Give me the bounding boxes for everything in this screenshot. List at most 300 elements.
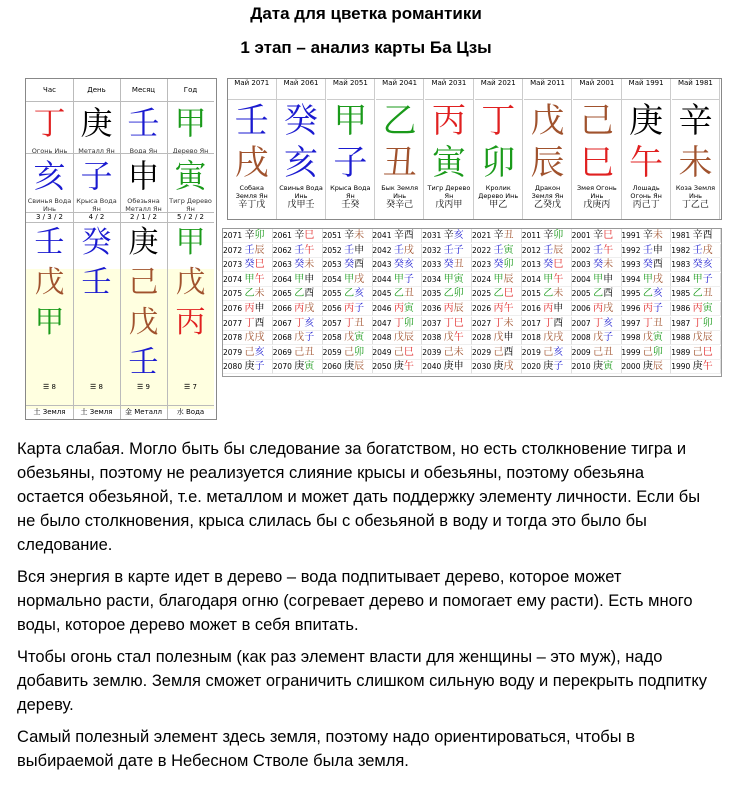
- luck-label: Коза Земля Инь: [675, 184, 716, 200]
- year-number: 2044: [372, 274, 394, 284]
- year-glyph: 庚: [692, 361, 703, 373]
- luck-branch: 卯: [481, 143, 516, 183]
- year-glyph: 辛: [493, 230, 504, 241]
- year-number: 2000: [621, 362, 643, 372]
- year-glyph: 亥: [354, 288, 365, 300]
- year-glyph: 酉: [403, 230, 414, 241]
- year-glyph: 戌: [553, 332, 564, 344]
- year-cell: [671, 317, 721, 331]
- pillar-element: 土 Земля: [26, 405, 73, 418]
- pillar-branch: 亥: [26, 153, 73, 198]
- luck-column: [327, 79, 376, 219]
- year-glyph: 壬: [294, 244, 305, 256]
- year-cell: [472, 360, 522, 374]
- year-number: 2030: [472, 362, 494, 372]
- year-glyph: 卯: [453, 288, 464, 300]
- year-cell: [223, 244, 273, 258]
- year-glyph: 丙: [692, 303, 703, 314]
- year-cell: [372, 331, 422, 345]
- year-cell: [572, 229, 622, 243]
- year-cell: [372, 229, 422, 243]
- luck-hidden: 甲乙: [489, 200, 508, 210]
- year-cell: [372, 244, 422, 258]
- year-glyph: 辛: [393, 230, 404, 241]
- luck-stem: 丁: [481, 101, 516, 141]
- year-glyph: 申: [254, 303, 265, 314]
- luck-head: Май 1981: [672, 79, 720, 100]
- year-glyph: 亥: [553, 346, 564, 358]
- year-glyph: 寅: [503, 244, 514, 256]
- year-glyph: 己: [593, 346, 604, 358]
- year-cell: [572, 287, 622, 301]
- year-glyph: 酉: [553, 317, 564, 329]
- luck-branch: 子: [333, 143, 368, 183]
- year-glyph: 己: [493, 346, 504, 358]
- year-cell: [472, 258, 522, 272]
- year-glyph: 子: [453, 244, 464, 256]
- year-number: 2071: [223, 231, 245, 240]
- luck-stem: 戊: [530, 101, 565, 141]
- year-cell: [223, 317, 273, 331]
- year-number: 2064: [272, 274, 295, 284]
- year-number: 2021: [472, 231, 494, 240]
- year-glyph: 戊: [692, 332, 703, 344]
- year-glyph: 辛: [543, 230, 554, 241]
- luck-head: Май 2051: [327, 79, 375, 100]
- year-number: 2043: [372, 260, 394, 270]
- pillar-branch-label: Крыса Вода Ян: [76, 197, 117, 213]
- year-number: 2029: [472, 347, 494, 357]
- year-glyph: 巳: [304, 230, 315, 241]
- year-number: 1985: [671, 289, 693, 299]
- luck-label: Собака Земля Ян: [235, 184, 268, 200]
- year-glyph: 午: [254, 273, 265, 285]
- luck-hidden: 辛丁戊: [238, 200, 266, 210]
- luck-branch: 巳: [579, 143, 614, 183]
- year-number: 2076: [223, 304, 245, 313]
- year-glyph: 子: [603, 332, 614, 344]
- year-glyph: 戊: [393, 332, 404, 344]
- year-cell: [671, 360, 721, 374]
- year-cell: [572, 317, 622, 331]
- luck-head: Май 2071: [228, 79, 276, 100]
- year-glyph: 亥: [403, 259, 414, 271]
- year-glyph: 辰: [254, 244, 265, 256]
- luck-hidden: 丙己丁: [632, 200, 660, 210]
- year-number: 2018: [521, 333, 544, 343]
- year-glyph: 卯: [354, 346, 365, 358]
- paragraph-4: Самый полезный элемент здесь земля, поэтому надо ориентироваться, чтобы в выбираемой дате в Небесном Стволе была земля.: [17, 728, 635, 770]
- luck-column: [228, 79, 277, 219]
- year-glyph: 癸: [294, 259, 305, 271]
- year-cell: [223, 302, 273, 316]
- year-number: 2080: [223, 362, 245, 372]
- year-glyph: 寅: [354, 332, 365, 344]
- hidden-stem: 己: [128, 265, 159, 300]
- year-glyph: 丑: [304, 346, 315, 358]
- year-glyph: 庚: [443, 361, 454, 373]
- year-number: 2028: [472, 333, 494, 343]
- year-glyph: 庚: [294, 361, 305, 373]
- year-glyph: 丁: [493, 317, 504, 329]
- year-number: 1981: [671, 231, 693, 240]
- year-glyph: 乙: [593, 288, 604, 300]
- year-cell: [323, 244, 373, 258]
- year-glyph: 卯: [553, 230, 564, 241]
- year-cell: [472, 346, 522, 360]
- natal-chart: [25, 78, 217, 420]
- pillar-column: [167, 79, 214, 419]
- year-number: 1983: [671, 260, 693, 270]
- year-glyph: 戊: [493, 332, 504, 344]
- year-cell: [323, 258, 373, 272]
- year-glyph: 辛: [642, 230, 653, 241]
- year-cell: [323, 273, 373, 287]
- year-number: 2046: [372, 304, 394, 313]
- year-cell: [273, 360, 323, 374]
- year-cell: [522, 317, 572, 331]
- luck-hidden: 戊庚丙: [583, 200, 611, 210]
- luck-column: [672, 79, 721, 219]
- year-number: 2023: [472, 260, 494, 270]
- year-cell: [572, 244, 622, 258]
- hidden-stem: 甲: [175, 225, 206, 260]
- year-glyph: 亥: [603, 317, 614, 329]
- year-glyph: 戊: [244, 332, 255, 344]
- year-glyph: 巳: [453, 317, 464, 329]
- hidden-stem: 庚: [128, 225, 159, 260]
- year-cell: [323, 287, 373, 301]
- year-glyph: 子: [304, 332, 315, 344]
- year-number: 2009: [571, 347, 594, 357]
- year-glyph: 未: [453, 346, 464, 358]
- year-cell: [422, 302, 472, 316]
- year-glyph: 壬: [344, 244, 355, 256]
- annual-pillars-table: [222, 228, 722, 377]
- pillar-branch-label: Свинья Вода Инь: [27, 197, 72, 213]
- year-glyph: 己: [642, 346, 653, 358]
- year-glyph: 丙: [393, 303, 404, 314]
- year-cell: [273, 317, 323, 331]
- hidden-stem: 甲: [34, 305, 65, 340]
- year-glyph: 午: [603, 244, 614, 256]
- year-cell: [223, 273, 273, 287]
- year-cell: [522, 273, 572, 287]
- hidden-stem: 癸: [81, 225, 112, 260]
- year-number: 1989: [671, 347, 693, 357]
- year-cell: [422, 229, 472, 243]
- year-number: 2015: [521, 289, 544, 299]
- year-cell: [671, 273, 721, 287]
- luck-stem: 丙: [431, 101, 466, 141]
- year-glyph: 癸: [642, 259, 653, 271]
- year-cell: [273, 302, 323, 316]
- year-glyph: 庚: [642, 361, 653, 373]
- hidden-stem: 壬: [81, 265, 112, 300]
- pillar-mark: 2 / 1 / 2: [120, 212, 167, 223]
- year-cell: [273, 287, 323, 301]
- year-cell: [522, 244, 572, 258]
- pillar-branch: 申: [120, 153, 167, 198]
- year-glyph: 乙: [294, 288, 305, 300]
- year-glyph: 辛: [692, 230, 703, 241]
- year-number: 2056: [322, 304, 345, 313]
- luck-hidden: 戊丙甲: [435, 200, 463, 210]
- year-glyph: 甲: [294, 273, 305, 285]
- year-glyph: 乙: [344, 288, 355, 300]
- year-number: 2066: [272, 304, 295, 313]
- year-glyph: 辛: [344, 230, 355, 241]
- luck-stem: 壬: [234, 101, 269, 141]
- year-cell: [273, 244, 323, 258]
- year-glyph: 酉: [652, 259, 663, 271]
- year-glyph: 乙: [443, 288, 454, 300]
- year-cell: [323, 302, 373, 316]
- hidden-stem: 戊: [34, 265, 65, 300]
- year-glyph: 己: [393, 346, 404, 358]
- year-cell: [273, 346, 323, 360]
- year-glyph: 甲: [493, 273, 504, 285]
- pillar-branch-label: Тигр Дерево Ян: [169, 197, 212, 213]
- year-number: 2001: [571, 231, 594, 240]
- year-number: 2057: [322, 318, 345, 328]
- luck-hidden: 癸辛己: [386, 200, 414, 210]
- year-cell: [572, 302, 622, 316]
- luck-branch: 午: [629, 143, 664, 183]
- luck-stem: 己: [579, 101, 614, 141]
- year-glyph: 寅: [652, 332, 663, 344]
- year-glyph: 子: [553, 361, 564, 373]
- year-cell: [522, 360, 572, 374]
- year-number: 2024: [472, 274, 494, 284]
- year-number: 2052: [322, 245, 345, 255]
- year-glyph: 申: [304, 273, 315, 285]
- year-cell: [422, 331, 472, 345]
- hidden-stem: 戊: [175, 265, 206, 300]
- year-glyph: 戌: [354, 273, 365, 285]
- pillar-mark: 5 / 2 / 2: [167, 212, 214, 223]
- year-number: 2051: [322, 231, 345, 240]
- hidden-stem: 壬: [34, 225, 65, 260]
- year-glyph: 丁: [344, 317, 355, 329]
- year-number: 2025: [472, 289, 494, 299]
- year-number: 2054: [322, 274, 345, 284]
- year-glyph: 壬: [244, 244, 255, 256]
- year-number: 2034: [422, 274, 444, 284]
- year-glyph: 戌: [603, 303, 614, 314]
- year-number: 2078: [223, 333, 245, 343]
- year-number: 2008: [571, 333, 594, 343]
- year-cell: [323, 346, 373, 360]
- year-cell: [522, 229, 572, 243]
- year-cell: [621, 360, 671, 374]
- year-cell: [472, 317, 522, 331]
- year-glyph: 癸: [344, 259, 355, 271]
- year-glyph: 甲: [393, 273, 404, 285]
- luck-column: [475, 79, 524, 219]
- luck-stem: 乙: [382, 101, 417, 141]
- year-cell: [572, 258, 622, 272]
- year-number: 1999: [621, 347, 643, 357]
- year-glyph: 乙: [642, 288, 653, 300]
- luck-label: Кролик Дерево Инь: [478, 184, 519, 200]
- year-glyph: 壬: [642, 244, 653, 256]
- paragraph-2: Вся энергия в карте идет в дерево – вода подпитывает дерево, которое может нормально расти, благодаря огню (согревает дерево и помогает ему расти). Есть много воды, которое дерево может в себя впитать.: [17, 568, 693, 634]
- year-glyph: 戊: [344, 332, 355, 344]
- year-glyph: 甲: [543, 273, 554, 285]
- pillar-branch-label: Обезьяна Металл Ян: [125, 197, 162, 213]
- year-number: 1994: [621, 274, 643, 284]
- year-glyph: 癸: [493, 259, 504, 271]
- year-glyph: 丁: [393, 317, 404, 329]
- year-glyph: 酉: [304, 288, 315, 300]
- year-glyph: 辰: [702, 332, 713, 344]
- year-number: 2007: [571, 318, 594, 328]
- year-number: 2047: [372, 318, 394, 328]
- year-glyph: 子: [254, 361, 265, 373]
- year-number: 2061: [272, 231, 295, 240]
- year-glyph: 申: [652, 244, 663, 256]
- year-glyph: 庚: [393, 361, 404, 373]
- year-glyph: 癸: [593, 259, 604, 271]
- pillar-stem-label: Огонь Инь: [31, 147, 68, 155]
- year-number: 2065: [272, 289, 295, 299]
- year-glyph: 癸: [393, 259, 404, 271]
- year-cell: [621, 317, 671, 331]
- year-glyph: 辰: [403, 332, 414, 344]
- year-glyph: 甲: [642, 273, 653, 285]
- luck-hidden: 乙癸戊: [534, 200, 562, 210]
- year-glyph: 寅: [403, 303, 414, 314]
- year-number: 2002: [571, 245, 594, 255]
- year-cell: [223, 360, 273, 374]
- year-number: 2041: [372, 231, 394, 240]
- pillar-head: Год: [167, 79, 214, 102]
- year-cell: [671, 331, 721, 345]
- year-glyph: 亥: [702, 259, 713, 271]
- year-glyph: 庚: [493, 361, 504, 373]
- year-glyph: 丙: [244, 303, 255, 314]
- year-glyph: 丁: [543, 317, 554, 329]
- year-cell: [472, 244, 522, 258]
- year-cell: [621, 302, 671, 316]
- year-number: 2063: [272, 260, 295, 270]
- year-number: 2049: [372, 347, 394, 357]
- year-glyph: 辰: [652, 361, 663, 373]
- year-glyph: 未: [254, 288, 265, 300]
- year-number: 2033: [422, 260, 444, 270]
- year-glyph: 壬: [543, 244, 554, 256]
- year-glyph: 酉: [503, 346, 514, 358]
- year-number: 1984: [671, 274, 693, 284]
- year-cell: [422, 244, 472, 258]
- page-title: Дата для цветка романтики: [250, 4, 482, 23]
- luck-stem: 庚: [629, 101, 664, 141]
- year-glyph: 壬: [692, 244, 703, 256]
- year-number: 2006: [571, 304, 594, 313]
- year-glyph: 己: [543, 346, 554, 358]
- year-number: 1998: [621, 333, 643, 343]
- year-glyph: 癸: [692, 259, 703, 271]
- pillar-stem-label: Металл Ян: [78, 147, 115, 155]
- year-number: 2067: [272, 318, 295, 328]
- year-glyph: 申: [603, 273, 614, 285]
- year-glyph: 丙: [593, 303, 604, 314]
- year-number: 2048: [372, 333, 394, 343]
- year-glyph: 壬: [443, 244, 454, 256]
- year-glyph: 戌: [702, 244, 713, 256]
- year-glyph: 癸: [543, 259, 554, 271]
- year-glyph: 戊: [443, 332, 454, 344]
- year-glyph: 卯: [254, 230, 265, 241]
- paragraph-1: Карта слабая. Могло быть бы следование за богатством, но есть столкновение тигра и обезьяны, поэтому не реализуется слияние крысы и обезьяны, поэтому обезьяна остается обезьяной, т.е. металлом и может дать поддержку элементу личности. Если бы не было столкновения, крыса слилась бы с обезьяной в воду и тогда это было бы следование.: [17, 440, 701, 554]
- luck-stem: 甲: [333, 101, 368, 141]
- year-glyph: 巳: [403, 346, 414, 358]
- pillar-head: Месяц: [120, 79, 167, 102]
- year-glyph: 乙: [244, 288, 255, 300]
- pillar-element: 土 Земля: [73, 405, 120, 418]
- luck-branch: 辰: [530, 143, 565, 183]
- year-number: 2032: [422, 245, 444, 255]
- year-glyph: 丙: [543, 303, 554, 314]
- year-cell: [472, 229, 522, 243]
- year-cell: [522, 331, 572, 345]
- year-cell: [273, 273, 323, 287]
- year-glyph: 巳: [553, 259, 564, 271]
- year-number: 2074: [223, 274, 245, 284]
- year-glyph: 丙: [642, 303, 653, 314]
- year-glyph: 子: [652, 303, 663, 314]
- year-glyph: 卯: [403, 317, 414, 329]
- year-glyph: 子: [403, 273, 414, 285]
- luck-hidden: 壬癸: [341, 200, 360, 210]
- year-cell: [472, 302, 522, 316]
- year-glyph: 己: [692, 346, 703, 358]
- year-number: 2017: [521, 318, 544, 328]
- year-number: 2045: [372, 289, 394, 299]
- year-number: 2036: [422, 304, 444, 313]
- year-glyph: 丁: [593, 317, 604, 329]
- year-glyph: 戊: [593, 332, 604, 344]
- year-glyph: 辰: [553, 244, 564, 256]
- year-glyph: 甲: [344, 273, 355, 285]
- year-glyph: 乙: [493, 288, 504, 300]
- trigram-number: ☰ 7: [184, 383, 197, 391]
- year-number: 1988: [671, 333, 693, 343]
- year-glyph: 寅: [453, 273, 464, 285]
- year-glyph: 戊: [543, 332, 554, 344]
- hidden-stem: 丙: [175, 305, 206, 340]
- year-glyph: 亥: [254, 346, 265, 358]
- year-glyph: 酉: [603, 288, 614, 300]
- year-glyph: 辛: [593, 230, 604, 241]
- year-glyph: 申: [503, 332, 514, 344]
- year-glyph: 子: [702, 273, 713, 285]
- year-glyph: 申: [553, 303, 564, 314]
- year-cell: [572, 360, 622, 374]
- year-glyph: 午: [702, 361, 713, 373]
- luck-column: [573, 79, 622, 219]
- year-cell: [621, 258, 671, 272]
- year-number: 1997: [621, 318, 643, 328]
- year-number: 2040: [422, 362, 444, 372]
- luck-pillars-chart: [227, 78, 722, 220]
- year-glyph: 戌: [503, 361, 514, 373]
- year-glyph: 甲: [244, 273, 255, 285]
- year-glyph: 乙: [393, 288, 404, 300]
- year-cell: [372, 346, 422, 360]
- year-number: 2075: [223, 289, 245, 299]
